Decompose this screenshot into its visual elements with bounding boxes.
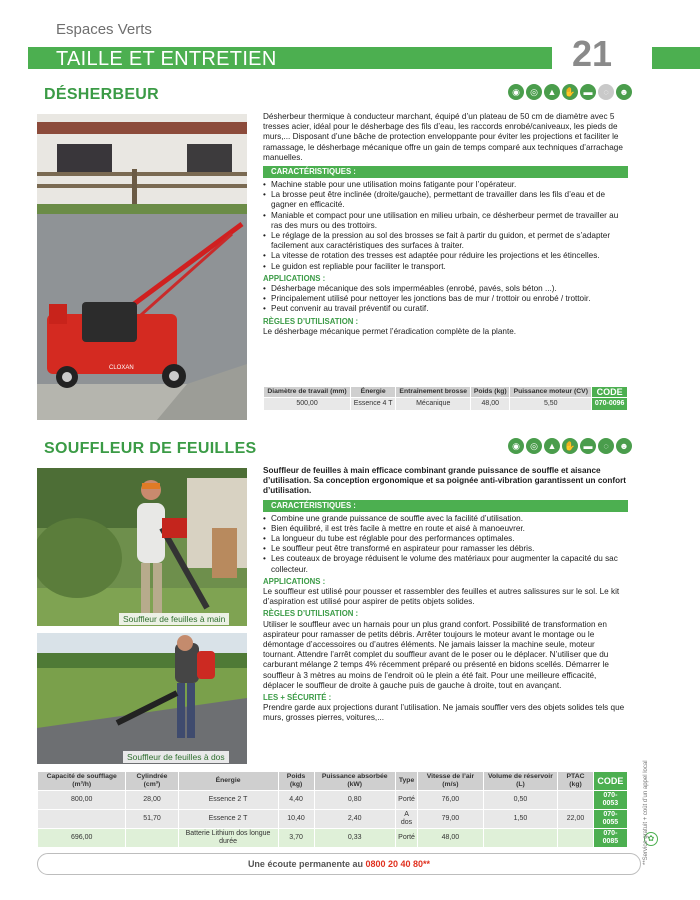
helmet-icon: ▲ (544, 438, 560, 454)
footer-hotline (37, 853, 641, 875)
table-header-code: CODE (593, 772, 627, 791)
table-cell: Porté (395, 829, 417, 848)
souffleur-back-photo (37, 633, 247, 764)
table-cell (483, 829, 558, 848)
desherbeur-rules-label: RÈGLES D’UTILISATION : (263, 316, 359, 326)
table-header: Poids (kg) (471, 387, 510, 398)
list-item: • Combine une grande puissance de souffle avec la facilité d’utilisation. (263, 514, 628, 524)
eco-leaf-icon: ✿ (644, 832, 658, 846)
table-cell (558, 791, 594, 810)
souffleur-spec-table (37, 771, 628, 848)
list-item: • Les couteaux de broyage réduisent le volume des matériaux pour augmenter la capacité du sac collecteur. (263, 554, 628, 574)
souffleur-rules-label: RÈGLES D’UTILISATION : (263, 609, 359, 619)
table-cell: 4,40 (278, 791, 314, 810)
table-header-code: CODE (592, 387, 628, 398)
section-name: Espaces Verts (56, 21, 152, 38)
table-header: Puissance absorbée (kW) (314, 772, 395, 791)
table-cell (126, 829, 178, 848)
eye-protection-icon: ◎ (526, 84, 542, 100)
side-note: **Service gratuit + coût d’un appel local (643, 760, 649, 865)
desherbeur-description: Désherbeur thermique à conducteur marchant, équipé d’un plateau de 50 cm de diamètre avec 5 tresses acier, idéal pour le désherbage des fils d’eau, les raccords enrobé/caniveaux, les pieds de murs,... Disposant d’une bâche de protection enveloppante pour éviter les projections et faciliter le ramassage, le désherbage mécanique offre un gain de temps comparé aux techniques d’arrachage manuelles. (263, 112, 623, 162)
ear-protection-icon: ◉ (508, 438, 524, 454)
souffleur-security-label: LES + SÉCURITÉ : (263, 693, 332, 703)
helmet-icon: ▲ (544, 84, 560, 100)
desherbeur-app-label: APPLICATIONS : (263, 273, 326, 283)
desherbeur-app-list (263, 284, 628, 315)
table-cell: 0,33 (314, 829, 395, 848)
page-tab (652, 47, 700, 69)
list-item: • Le guidon est repliable pour faciliter le transport. (263, 262, 628, 272)
svg-text:CLOXAN: CLOXAN (109, 365, 134, 371)
table-header: Diamètre de travail (mm) (264, 387, 351, 398)
table-cell: 22,00 (558, 810, 594, 829)
list-item: • La longueur du tube est réglable pour des performances optimales. (263, 534, 628, 544)
list-item: • Le souffleur peut être transformé en aspirateur pour ramasser les débris. (263, 544, 628, 554)
product-code: 070-0055 (593, 810, 627, 829)
list-item: • Le réglage de la pression au sol des brosses se fait à partir du guidon, et permet de s’adapter facilement aux caractéristiques des surfaces à traiter. (263, 231, 628, 251)
list-item: • Machine stable pour une utilisation moins fatigante pour l’opérateur. (263, 180, 628, 190)
table-cell: 28,00 (126, 791, 178, 810)
mask-icon: ◌ (598, 438, 614, 454)
table-cell: 2,40 (314, 810, 395, 829)
table-cell: 48,00 (418, 829, 483, 848)
table-cell: Mécanique (396, 398, 471, 411)
mask-icon: ◌ (598, 84, 614, 100)
eye-protection-icon: ◎ (526, 438, 542, 454)
table-cell: 0,50 (483, 791, 558, 810)
table-header: Poids (kg) (278, 772, 314, 791)
table-row (38, 829, 628, 848)
table-header: Vitesse de l’air (m/s) (418, 772, 483, 791)
product-code: 070-0085 (593, 829, 627, 848)
table-cell: 1,50 (483, 810, 558, 829)
table-header: Entraînement brosse (396, 387, 471, 398)
safety-icons-desherbeur (508, 84, 632, 100)
table-cell: 79,00 (418, 810, 483, 829)
table-cell (38, 810, 126, 829)
table-cell: 76,00 (418, 791, 483, 810)
table-cell: 51,70 (126, 810, 178, 829)
footer-phone[interactable]: 0800 20 40 80** (365, 859, 431, 869)
souffleur-info (263, 466, 628, 724)
souffleur-carac-list (263, 514, 628, 575)
desherbeur-carac-list (263, 180, 628, 272)
table-cell: Essence 2 T (178, 810, 278, 829)
list-item: • La vitesse de rotation des tresses est adaptée pour réduire les projections et les étincelles. (263, 251, 628, 261)
table-row (38, 810, 628, 829)
desherbeur-photo (37, 114, 247, 420)
table-header: PTAC (kg) (558, 772, 594, 791)
table-cell: Porté (395, 791, 417, 810)
table-cell: 0,80 (314, 791, 395, 810)
safety-icons-souffleur (508, 438, 632, 454)
person-icon: ☻ (616, 438, 632, 454)
page-number: 21 (572, 33, 613, 74)
table-cell: A dos (395, 810, 417, 829)
product-title-desherbeur: DÉSHERBEUR (44, 86, 160, 103)
list-item: • Principalement utilisé pour nettoyer les jonctions bas de mur / trottoir ou enrobé / trottoir. (263, 294, 628, 304)
table-cell: 500,00 (264, 398, 351, 411)
table-cell: Batterie Lithium dos longue durée (178, 829, 278, 848)
table-header: Puissance moteur (CV) (510, 387, 592, 398)
souffleur-main-photo (37, 468, 247, 626)
table-cell (558, 829, 594, 848)
table-header: Capacité de soufflage (m³/h) (38, 772, 126, 791)
product-code: 070-0053 (593, 791, 627, 810)
table-cell: 48,00 (471, 398, 510, 411)
souffleur-security: Prendre garde aux projections durant l’utilisation. Ne jamais souffler vers des objets solides tels que murs, grosses pierres, voitures,... (263, 703, 625, 723)
list-item: • Maniable et compact pour une utilisation en milieu urbain, ce désherbeur permet de travailler au ras des murs ou des trottoirs. (263, 211, 628, 231)
desherbeur-spec-table (263, 386, 628, 411)
table-row (38, 791, 628, 810)
souffleur-carac-label: CARACTÉRISTIQUES : (263, 500, 628, 512)
table-header: Énergie (178, 772, 278, 791)
ear-protection-icon: ◉ (508, 84, 524, 100)
caption-back: Souffleur de feuilles à dos (123, 751, 229, 763)
souffleur-applications: Le souffleur est utilisé pour pousser et rassembler des feuilles et autres salissures sur le sol. Le kit d’aspiration est utilisé pour aspirer de petits objets solides. (263, 587, 620, 607)
souffleur-app-label: APPLICATIONS : (263, 576, 326, 586)
table-header: Énergie (351, 387, 396, 398)
table-cell: Essence 2 T (178, 791, 278, 810)
caption-main: Souffleur de feuilles à main (119, 613, 229, 625)
table-header: Cylindrée (cm³) (126, 772, 178, 791)
gloves-icon: ✋ (562, 438, 578, 454)
table-row (264, 398, 628, 411)
person-icon: ☻ (616, 84, 632, 100)
list-item: • Bien équilibré, il est très facile à mettre en route et aisé à manoeuvrer. (263, 524, 628, 534)
list-item: • La brosse peut être inclinée (droite/gauche), permettant de travailler dans les fils d’eau et de gagner en efficacité. (263, 190, 628, 210)
desherbeur-rules: Le désherbage mécanique permet l’éradication complète de la plante. (263, 326, 517, 336)
souffleur-description: Souffleur de feuilles à main efficace combinant grande puissance de souffle et aisance d’utilisation. Sa conception ergonomique et sa poignée anti-vibration garantissent un confort d’utilisation. (263, 466, 627, 496)
boots-icon: ▬ (580, 84, 596, 100)
gloves-icon: ✋ (562, 84, 578, 100)
footer-text: Une écoute permanente au (247, 859, 363, 869)
table-cell: Essence 4 T (351, 398, 396, 411)
table-header: Type (395, 772, 417, 791)
boots-icon: ▬ (580, 438, 596, 454)
desherbeur-carac-label: CARACTÉRISTIQUES : (263, 166, 628, 178)
table-cell: 696,00 (38, 829, 126, 848)
table-cell: 10,40 (278, 810, 314, 829)
table-cell: 5,50 (510, 398, 592, 411)
desherbeur-info (263, 112, 628, 337)
list-item: • Peut convenir au travail préventif ou curatif. (263, 304, 628, 314)
table-header: Volume de réservoir (L) (483, 772, 558, 791)
souffleur-rules: Utiliser le souffleur avec un harnais pour un plus grand confort. Possibilité de transformation en aspirateur pour ramasser de petits débris. Arrêter toujours le moteur avant le montage ou le démontage d’accessoires ou d’autres éléments. Ne jamais laisser la machine seule, moteur tournant. Attendre l’arrêt complet du souffleur avant de le poser ou le déplacer. N’utiliser que du carburant mélange 2 temps 4% récemment préparé ou présenté en bidons scellés. Démarrer le souffleur à 3 mètres au moins de l’endroit où le plein a été fait. Pour une meilleure efficacité, déplacer le souffleur de droite à gauche puis de gauche à droite, tout en avançant. (263, 619, 609, 690)
table-cell: 3,70 (278, 829, 314, 848)
table-cell: 800,00 (38, 791, 126, 810)
page-title: TAILLE ET ENTRETIEN (56, 48, 277, 70)
list-item: • Désherbage mécanique des sols imperméables (enrobé, pavés, sols béton ...). (263, 284, 628, 294)
product-title-souffleur: SOUFFLEUR DE FEUILLES (44, 440, 257, 457)
product-code: 070-0096 (592, 398, 628, 411)
